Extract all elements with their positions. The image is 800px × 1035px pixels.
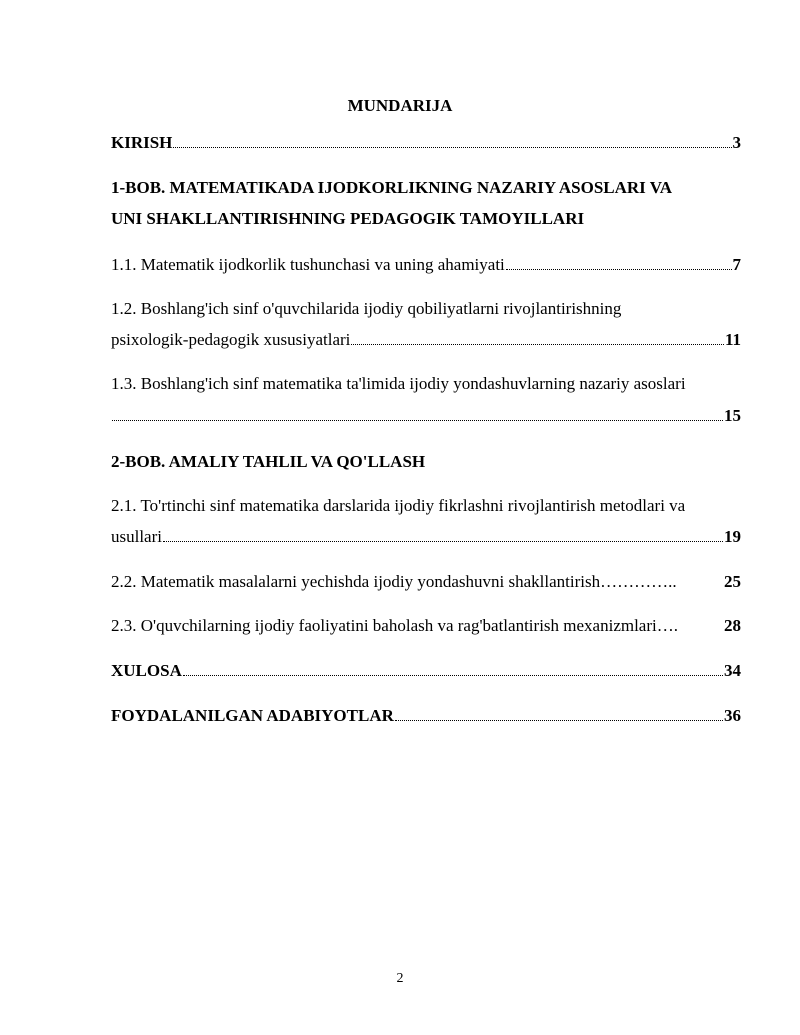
toc-entry-1-3-line-1[interactable] [111, 372, 741, 396]
dot-leader [112, 406, 723, 424]
dot-leader [506, 255, 732, 273]
toc-entry-page: 19 [724, 527, 741, 546]
toc-entry-2-3[interactable] [111, 614, 741, 638]
toc-entry-2-1-line-1[interactable] [111, 494, 741, 518]
toc-entry-1-2-line-2[interactable] [111, 328, 741, 352]
dot-leader [173, 133, 731, 151]
toc-entry-page: 25 [724, 572, 741, 591]
toc-entry-title: 1.2. Boshlang'ich sinf o'quvchilarida ijodiy qobiliyatlarni rivojlantirishning [111, 299, 622, 318]
toc-chapter-1-line-1[interactable] [111, 176, 741, 200]
toc-entry-1-3-line-2[interactable] [111, 404, 741, 428]
toc-entry-page: 11 [724, 330, 741, 349]
toc-heading: MUNDARIJA [347, 96, 453, 115]
toc-entry-xulosa[interactable] [111, 659, 741, 683]
dot-leader [163, 527, 723, 545]
toc-entry-title: usullari [111, 527, 162, 546]
toc-entry-title: 2.1. To'rtinchi sinf matematika darslarida ijodiy fikrlashni rivojlantirish metodlari va [111, 496, 686, 515]
toc-entry-title: 1.3. Boshlang'ich sinf matematika ta'limida ijodiy yondashuvlarning nazariy asoslari [111, 374, 686, 393]
toc-entry-title: 2.3. O'quvchilarning ijodiy faoliyatini baholash va rag'batlantirish mexanizmlari [111, 616, 657, 635]
toc-entry-1-2-line-1[interactable] [111, 297, 741, 321]
toc-entry-title: FOYDALANILGAN ADABIYOTLAR [111, 706, 394, 725]
dot-leader [183, 661, 723, 679]
dot-leader [351, 330, 724, 348]
toc-entry-2-1-line-2[interactable] [111, 525, 741, 549]
toc-entry-page: 15 [724, 406, 741, 425]
toc-entry-1-1[interactable] [111, 253, 741, 277]
toc-entry-page: 7 [732, 255, 741, 274]
toc-entry-page: 34 [724, 661, 741, 680]
ellipsis-leader: …. [656, 616, 678, 635]
toc-entry-page: 36 [724, 706, 741, 725]
ellipsis-leader: ………….. [600, 572, 677, 591]
dot-leader [395, 706, 723, 724]
toc-entry-adabiyotlar[interactable] [111, 704, 741, 728]
toc-chapter-1-line-2[interactable] [111, 207, 741, 231]
toc-entry-2-2[interactable] [111, 570, 741, 594]
page-number: 2 [396, 971, 404, 986]
toc-entry-title: 1-BOB. MATEMATIKADA IJODKORLIKNING NAZARIY ASOSLARI VA [111, 178, 673, 197]
toc-entry-page: 3 [732, 133, 741, 152]
toc-entry-title: XULOSA [111, 661, 182, 680]
toc-entry-title: 2-BOB. AMALIY TAHLIL VA QO'LLASH [111, 452, 426, 471]
toc-entry-title: KIRISH [111, 133, 173, 152]
toc-entry-title: 2.2. Matematik masalalarni yechishda ijodiy yondashuvni shakllantirish [111, 572, 601, 591]
toc-entry-title: 1.1. Matematik ijodkorlik tushunchasi va uning ahamiyati [111, 255, 505, 274]
toc-entry-page: 28 [724, 616, 741, 635]
toc-entry-title: psixologik-pedagogik xususiyatlari [111, 330, 351, 349]
toc-chapter-2[interactable] [111, 450, 741, 474]
toc-entry-title: UNI SHAKLLANTIRISHNING PEDAGOGIK TAMOYILLARI [111, 209, 585, 228]
toc-entry-kirish[interactable] [111, 131, 741, 155]
